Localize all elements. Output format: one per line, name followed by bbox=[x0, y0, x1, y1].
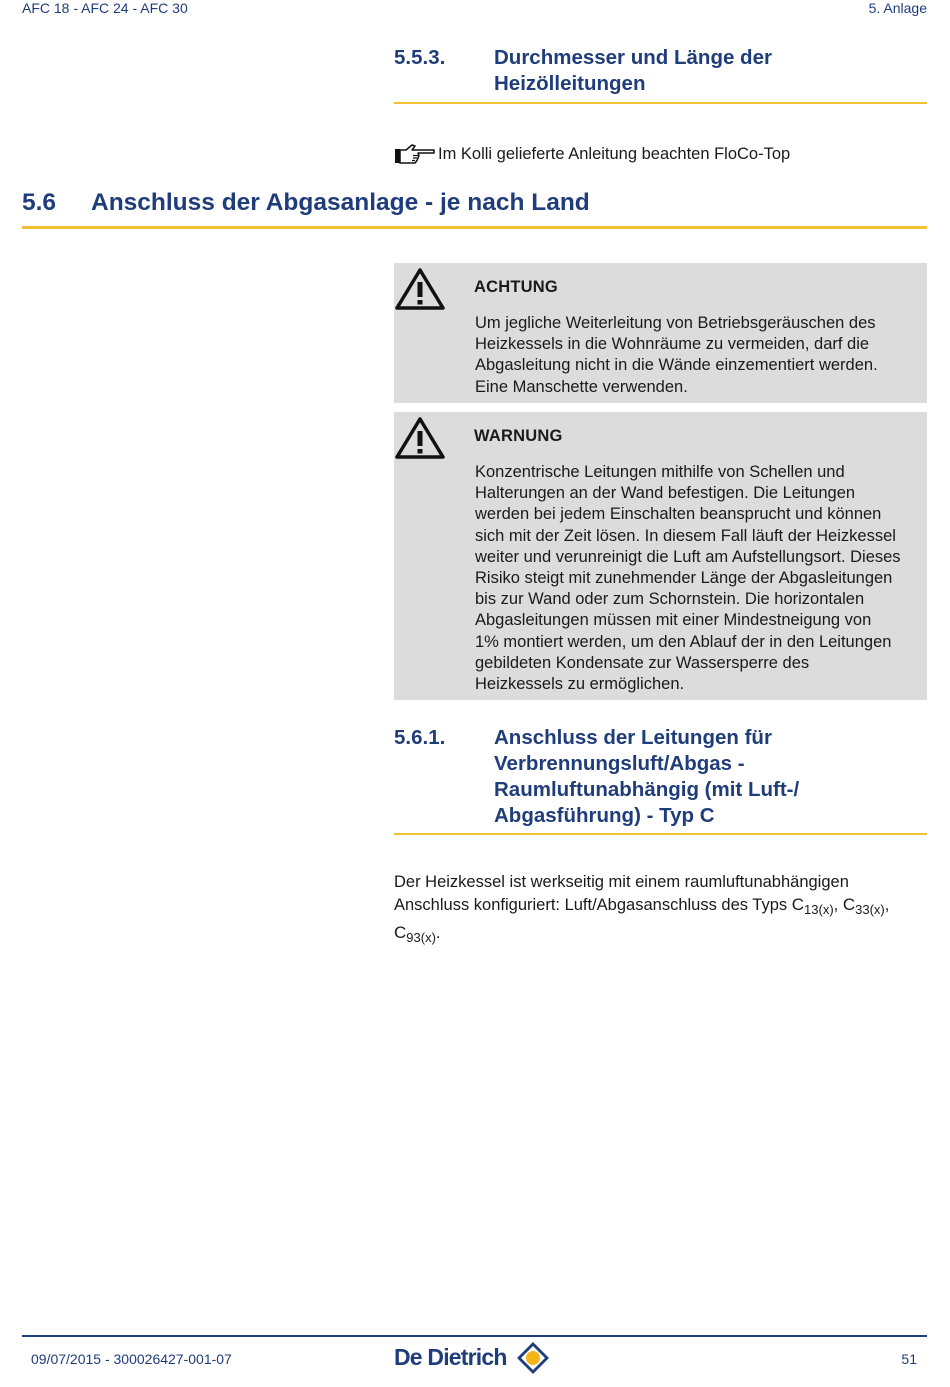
header-chapter: 5. Anlage bbox=[868, 0, 927, 16]
type-letter: C bbox=[842, 894, 856, 914]
section-5-6-1-title-line: Verbrennungsluft/Abgas - bbox=[494, 752, 745, 775]
warnung-line: Konzentrische Leitungen mithilfe von Schellen und bbox=[475, 463, 845, 481]
achtung-line: Heizkessels in die Wohnräume zu vermeiden, darf die bbox=[475, 335, 870, 354]
warnung-line: 1% montiert werden, um den Ablauf der in den Leitungen bbox=[475, 632, 892, 651]
achtung-line: Abgasleitung nicht in die Wände einzementiert werden. bbox=[475, 356, 878, 375]
section-5-5-3-rule bbox=[394, 102, 927, 104]
section-5-6-title: Anschluss der Abgasanlage - je nach Land bbox=[91, 189, 590, 216]
section-5-6-1-number: 5.6.1. bbox=[394, 726, 446, 749]
header-document-title: AFC 18 - AFC 24 - AFC 30 bbox=[22, 0, 188, 16]
warnung-line: werden bei jedem Einschalten beansprucht und können bbox=[475, 505, 882, 524]
section-5-5-3-title-line: Heizölleitungen bbox=[494, 72, 646, 95]
warnung-line: Abgasleitungen müssen mit einer Mindestneigung von bbox=[475, 611, 872, 630]
diamond-logo-icon bbox=[516, 1341, 550, 1375]
paragraph-line: Der Heizkessel ist werkseitig mit einem raumluftunabhängigen bbox=[394, 873, 849, 891]
warnung-line: Risiko steigt mit zunehmender Länge der Abgasleitungen bbox=[475, 569, 893, 588]
achtung-line: Um jegliche Weiterleitung von Betriebsgeräuschen des bbox=[475, 314, 876, 332]
section-5-5-3-title-line: Durchmesser und Länge der bbox=[494, 46, 772, 69]
warnung-line: gebildeten Kondensate zur Wassersperre des bbox=[475, 653, 810, 672]
section-5-6-rule bbox=[22, 226, 927, 229]
achtung-text bbox=[475, 313, 925, 398]
warnung-line: bis zur Wand oder zum Schornstein. Die horizontalen bbox=[475, 590, 865, 609]
warnung-line: weiter und verunreinigt die Luft am Aufstellungsort. Dieses bbox=[475, 547, 901, 566]
warnung-line: Halterungen an der Wand befestigen. Die Leitungen bbox=[475, 484, 856, 503]
body-paragraph bbox=[394, 872, 934, 949]
logo-text: De Dietrich bbox=[394, 1344, 507, 1370]
section-5-6-number: 5.6 bbox=[22, 189, 57, 216]
footer-date-reference: 09/07/2015 - 300026427-001-07 bbox=[31, 1351, 232, 1367]
note-text: Im Kolli gelieferte Anleitung beachten FloCo-Top bbox=[438, 145, 791, 163]
paragraph-text: Anschluss konfiguriert: Luft/Abgasanschluss des Typs bbox=[394, 895, 792, 914]
warnung-line: Heizkessels zu ermöglichen. bbox=[475, 675, 685, 694]
paragraph-line bbox=[394, 922, 934, 949]
paragraph-line bbox=[394, 894, 934, 921]
paragraph-end: . bbox=[435, 924, 441, 942]
type-subscript: 13(x) bbox=[804, 901, 834, 917]
warning-triangle-icon bbox=[394, 415, 446, 461]
type-subscript: 93(x) bbox=[406, 930, 436, 945]
section-5-6-1-title bbox=[494, 725, 799, 829]
page-number: 51 bbox=[901, 1351, 917, 1367]
section-5-5-3-number: 5.5.3. bbox=[394, 46, 446, 69]
warnung-box bbox=[394, 412, 927, 700]
section-5-6-1-rule bbox=[394, 833, 927, 835]
achtung-box bbox=[394, 263, 927, 403]
separator: , bbox=[884, 895, 890, 914]
section-5-6-1-title-line: Anschluss der Leitungen für bbox=[494, 726, 772, 749]
pointing-hand-icon bbox=[394, 143, 436, 167]
footer-rule bbox=[22, 1335, 927, 1337]
type-letter: C bbox=[394, 923, 407, 942]
warning-triangle-icon bbox=[394, 266, 446, 312]
section-5-6-1-title-line: Abgasführung) - Typ C bbox=[494, 804, 715, 827]
warnung-text bbox=[475, 462, 925, 695]
separator: , bbox=[833, 895, 843, 914]
achtung-title: ACHTUNG bbox=[474, 278, 558, 296]
warnung-line: sich mit der Zeit lösen. In diesem Fall läuft der Heizkessel bbox=[475, 526, 896, 545]
achtung-line: Eine Manschette verwenden. bbox=[475, 377, 688, 396]
section-5-5-3-title bbox=[494, 45, 772, 97]
type-letter: C bbox=[791, 894, 805, 914]
type-subscript: 33(x) bbox=[855, 901, 885, 917]
section-5-6-1-title-line: Raumluftunabhängig (mit Luft-/ bbox=[494, 778, 800, 801]
warnung-title: WARNUNG bbox=[474, 427, 563, 445]
